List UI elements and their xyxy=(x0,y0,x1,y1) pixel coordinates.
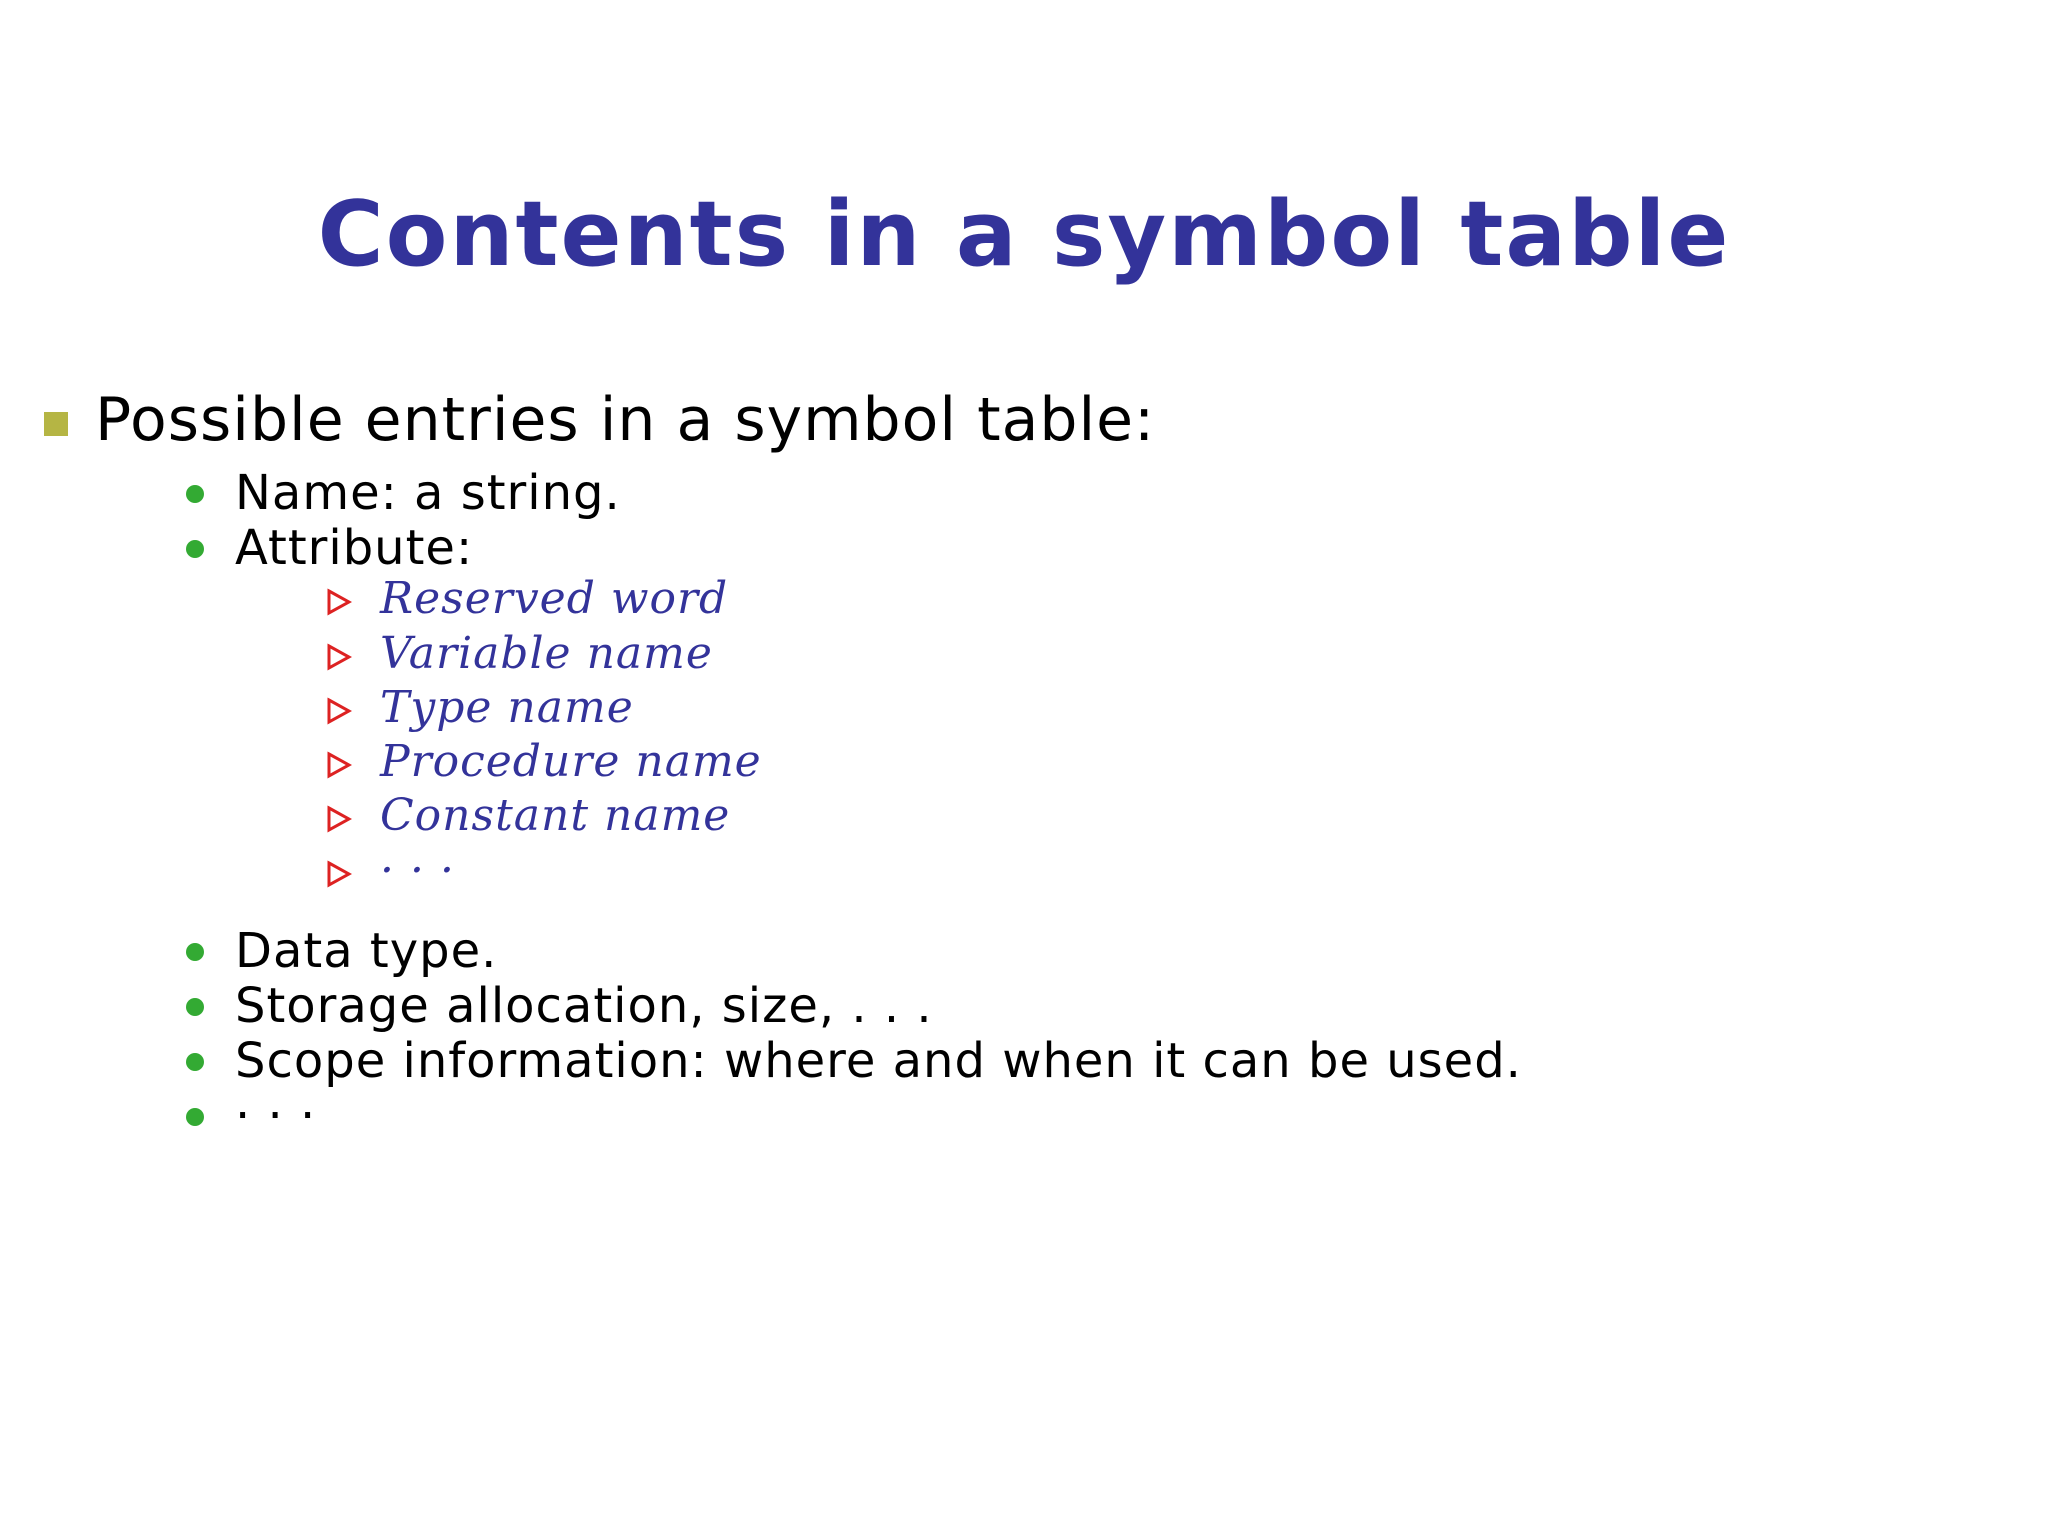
attribute-ellipsis: · · · xyxy=(380,845,455,896)
dot-bullet-icon xyxy=(186,1053,204,1071)
slide-title: Contents in a symbol table xyxy=(317,182,1731,287)
list-item-scope: Scope information: where and when it can be used. xyxy=(235,1033,1522,1089)
triangle-bullet-icon xyxy=(326,588,352,616)
attribute-procedure-name: Procedure name xyxy=(380,736,762,787)
triangle-bullet-icon xyxy=(326,805,352,833)
dot-bullet-icon xyxy=(186,485,204,503)
triangle-bullet-icon xyxy=(326,751,352,779)
list-item-name: Name: a string. xyxy=(235,465,621,521)
attribute-reserved-word: Reserved word xyxy=(380,573,729,624)
dot-bullet-icon xyxy=(186,540,204,558)
attribute-constant-name: Constant name xyxy=(380,790,731,841)
dot-bullet-icon xyxy=(186,998,204,1016)
triangle-bullet-icon xyxy=(326,697,352,725)
attribute-type-name: Type name xyxy=(380,682,634,733)
list-item-attribute: Attribute: xyxy=(235,520,474,576)
main-heading: Possible entries in a symbol table: xyxy=(95,385,1156,455)
triangle-bullet-icon xyxy=(326,860,352,888)
list-item-ellipsis: · · · xyxy=(235,1088,317,1144)
dot-bullet-icon xyxy=(186,943,204,961)
triangle-bullet-icon xyxy=(326,643,352,671)
list-item-data-type: Data type. xyxy=(235,923,498,979)
attribute-variable-name: Variable name xyxy=(380,628,713,679)
square-bullet-icon xyxy=(44,412,68,436)
list-item-storage: Storage allocation, size, . . . xyxy=(235,978,933,1034)
dot-bullet-icon xyxy=(186,1108,204,1126)
